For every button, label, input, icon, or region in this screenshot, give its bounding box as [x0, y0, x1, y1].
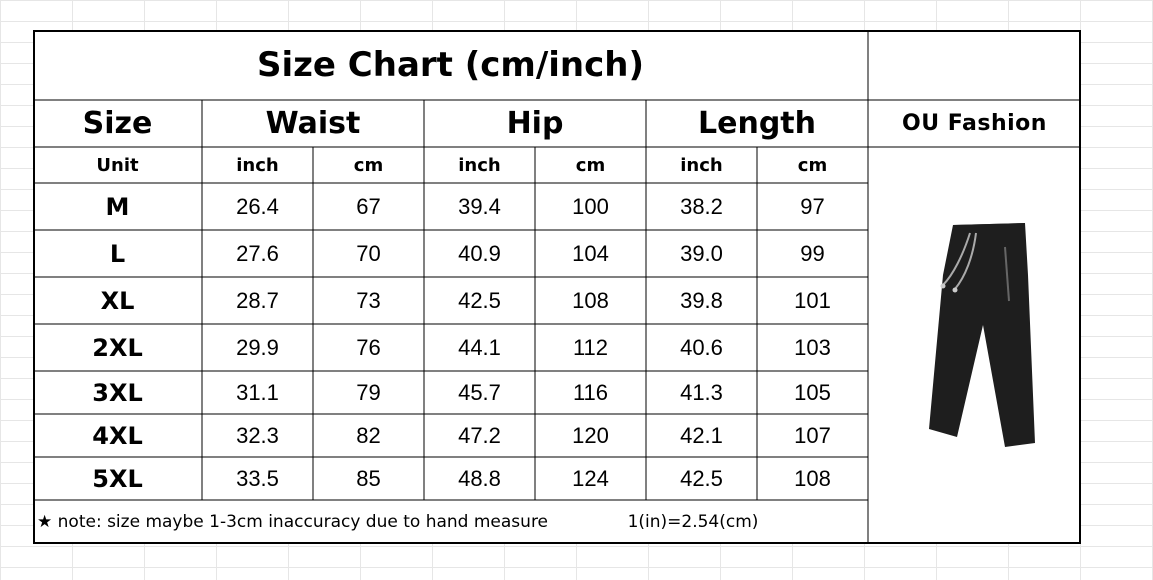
hip-inch-cell: 44.1 [458, 334, 501, 360]
header-size: Size [82, 106, 153, 141]
header-hip: Hip [506, 106, 564, 141]
unit-waist-inch: inch [236, 154, 279, 176]
hip-cm-cell: 112 [572, 334, 609, 360]
length-cm-cell: 108 [794, 465, 831, 491]
waist-cm-cell: 67 [356, 193, 381, 219]
length-cm-cell: 97 [800, 193, 825, 219]
length-inch-cell: 42.5 [680, 465, 723, 491]
hip-cm-cell: 108 [572, 287, 609, 313]
hip-cm-cell: 124 [572, 465, 609, 491]
size-cell: 5XL [92, 464, 143, 493]
waist-inch-cell: 29.9 [236, 334, 279, 360]
size-cell: XL [100, 286, 135, 315]
hip-inch-cell: 42.5 [458, 287, 501, 313]
note-text: ★ note: size maybe 1-3cm inaccuracy due to hand measure [37, 512, 549, 532]
length-inch-cell: 42.1 [680, 422, 723, 448]
waist-cm-cell: 70 [356, 240, 381, 266]
length-inch-cell: 39.0 [680, 240, 723, 266]
size-cell: M [105, 192, 130, 221]
unit-length-cm: cm [797, 154, 828, 176]
length-cm-cell: 103 [794, 334, 831, 360]
waist-inch-cell: 31.1 [236, 379, 279, 405]
size-chart [33, 30, 1081, 544]
waist-cm-cell: 79 [356, 379, 381, 405]
unit-label: Unit [96, 154, 139, 176]
waist-inch-cell: 33.5 [236, 465, 279, 491]
size-cell: 3XL [92, 378, 143, 407]
unit-waist-cm: cm [353, 154, 384, 176]
hip-inch-cell: 40.9 [458, 240, 501, 266]
unit-hip-cm: cm [575, 154, 606, 176]
waist-inch-cell: 27.6 [236, 240, 279, 266]
size-cell: 4XL [92, 421, 143, 450]
brand-name: OU Fashion [902, 111, 1047, 136]
size-cell: 2XL [92, 333, 143, 362]
waist-cm-cell: 73 [356, 287, 381, 313]
hip-inch-cell: 47.2 [458, 422, 501, 448]
length-inch-cell: 40.6 [680, 334, 723, 360]
size-cell: L [109, 239, 126, 268]
hip-cm-cell: 116 [572, 379, 609, 405]
unit-length-inch: inch [680, 154, 723, 176]
waist-inch-cell: 28.7 [236, 287, 279, 313]
waist-cm-cell: 76 [356, 334, 381, 360]
waist-inch-cell: 32.3 [236, 422, 279, 448]
length-inch-cell: 41.3 [680, 379, 723, 405]
hip-inch-cell: 39.4 [458, 193, 501, 219]
length-cm-cell: 101 [794, 287, 831, 313]
length-cm-cell: 105 [794, 379, 831, 405]
length-cm-cell: 107 [794, 422, 831, 448]
waist-cm-cell: 85 [356, 465, 381, 491]
hip-inch-cell: 48.8 [458, 465, 501, 491]
unit-hip-inch: inch [458, 154, 501, 176]
hip-cm-cell: 104 [572, 240, 609, 266]
header-length: Length [698, 106, 816, 141]
hip-inch-cell: 45.7 [458, 379, 501, 405]
hip-cm-cell: 120 [572, 422, 609, 448]
header-waist: Waist [265, 106, 361, 141]
length-inch-cell: 39.8 [680, 287, 723, 313]
conversion-text: 1(in)=2.54(cm) [627, 512, 759, 532]
waist-cm-cell: 82 [356, 422, 381, 448]
chart-title: Size Chart (cm/inch) [256, 45, 645, 85]
length-inch-cell: 38.2 [680, 193, 723, 219]
waist-inch-cell: 26.4 [236, 193, 279, 219]
pants-icon [913, 215, 1043, 455]
length-cm-cell: 99 [800, 240, 825, 266]
hip-cm-cell: 100 [572, 193, 609, 219]
